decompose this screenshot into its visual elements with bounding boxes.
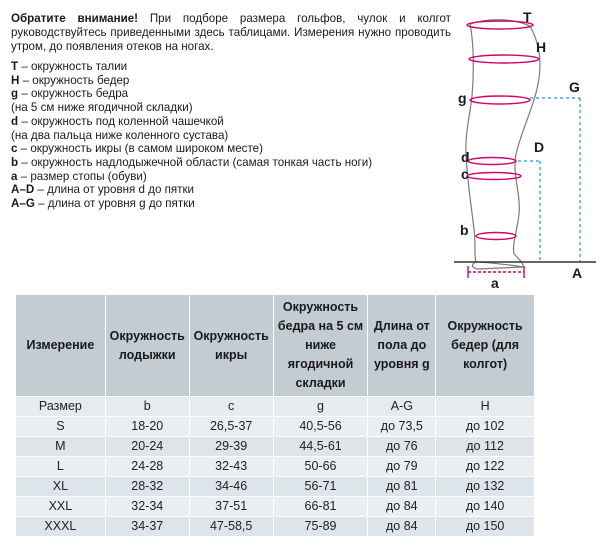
table-cell: 37-51 xyxy=(189,497,273,517)
legend-key: a xyxy=(11,169,18,183)
table-cell: до 112 xyxy=(436,437,535,457)
table-cell: 47-58,5 xyxy=(189,517,273,537)
tape-g xyxy=(470,96,530,104)
intro-lead: Обратите внимание! xyxy=(11,12,139,25)
legend-key: g xyxy=(11,87,19,101)
column-header: Окружность бедра на 5 см ниже ягодичной складки xyxy=(273,295,368,397)
column-header: Измерение xyxy=(16,295,106,397)
table-row xyxy=(16,517,535,537)
legend-text: – окружность талии xyxy=(18,60,128,73)
legend-text: – окружность надлодыжечной области (самая тонкая часть ноги) xyxy=(18,155,373,169)
table-cell: 75-89 xyxy=(273,517,368,537)
table-cell: 66-81 xyxy=(273,497,368,517)
legend-text: – окружность икры (в самом широком месте) xyxy=(17,142,263,156)
measurement-legend xyxy=(11,60,451,211)
legend-text: – окружность бедра xyxy=(18,87,129,101)
legend-row xyxy=(11,170,451,184)
table-cell: c xyxy=(189,397,273,417)
label-D: D xyxy=(534,139,545,155)
table-cell: до 150 xyxy=(436,517,535,537)
table-header-row xyxy=(16,295,535,397)
table-cell: 18-20 xyxy=(105,417,189,437)
legend-key: A–G xyxy=(11,197,35,211)
table-cell: до 84 xyxy=(368,497,436,517)
legend-row xyxy=(11,183,451,197)
table-cell: b xyxy=(105,397,189,417)
legend-key: T xyxy=(11,60,19,73)
tape-d xyxy=(468,158,516,165)
table-cell: XL xyxy=(16,477,106,497)
table-cell: A-G xyxy=(368,397,436,417)
legend-row xyxy=(11,156,451,170)
label-g: g xyxy=(458,90,467,106)
legend-key: b xyxy=(11,155,19,169)
table-cell: 29-39 xyxy=(189,437,273,457)
table-cell: до 122 xyxy=(436,457,535,477)
table-cell: до 84 xyxy=(368,517,436,537)
legend-text: – окружность бедер xyxy=(19,73,130,87)
tape-b xyxy=(476,233,516,240)
table-cell: 56-71 xyxy=(273,477,368,497)
table-row xyxy=(16,457,535,477)
table-cell: до 132 xyxy=(436,477,535,497)
legend-text: (на два пальца ниже коленного сустава) xyxy=(11,128,229,142)
tape-lines xyxy=(467,21,539,278)
table-cell: до 102 xyxy=(436,417,535,437)
table-cell: до 140 xyxy=(436,497,535,517)
legend-row xyxy=(11,142,451,156)
column-header: Окружность лодыжки xyxy=(105,295,189,397)
leg-illustration xyxy=(448,4,598,294)
table-cell: до 79 xyxy=(368,457,436,477)
table-cell: 44,5-61 xyxy=(273,437,368,457)
legend-key: d xyxy=(11,114,19,128)
legend-row xyxy=(11,87,451,101)
table-cell: 24-28 xyxy=(105,457,189,477)
table-cell: 32-34 xyxy=(105,497,189,517)
table-cell: 40,5-56 xyxy=(273,417,368,437)
table-cell: до 76 xyxy=(368,437,436,457)
table-cell: 28-32 xyxy=(105,477,189,497)
table-cell: 20-24 xyxy=(105,437,189,457)
label-b: b xyxy=(460,222,469,238)
table-cell: 34-46 xyxy=(189,477,273,497)
legend-text: – длина от уровня d до пятки xyxy=(34,183,195,197)
tape-c xyxy=(467,173,521,180)
legend-row xyxy=(11,129,451,143)
tape-h xyxy=(469,55,539,63)
legend-row xyxy=(11,115,451,129)
legend-row xyxy=(11,60,451,74)
legend-row xyxy=(11,101,451,115)
column-header: Длина от пола до уровня g xyxy=(368,295,436,397)
legend-row xyxy=(11,197,451,211)
table-cell: 34-37 xyxy=(105,517,189,537)
column-header: Окружность бедер (для колгот) xyxy=(436,295,535,397)
label-G: G xyxy=(569,79,580,95)
table-row xyxy=(16,397,535,417)
table-cell: H xyxy=(436,397,535,417)
guide-lines xyxy=(518,98,580,262)
table-cell: XXL xyxy=(16,497,106,517)
table-cell: до 73,5 xyxy=(368,417,436,437)
legend-text: – окружность под коленной чашечкой xyxy=(18,114,224,128)
label-d: d xyxy=(461,149,470,165)
label-H: H xyxy=(536,39,547,55)
table-cell: 50-66 xyxy=(273,457,368,477)
table-row xyxy=(16,477,535,497)
intro-paragraph xyxy=(11,12,451,54)
table-cell: L xyxy=(16,457,106,477)
table-cell: XXXL xyxy=(16,517,106,537)
legend-row xyxy=(11,74,451,88)
label-c: c xyxy=(461,166,469,182)
table-row xyxy=(16,437,535,457)
leg-measurement-figure xyxy=(448,4,598,294)
table-cell: M xyxy=(16,437,106,457)
intro-text: При подборе размера гольфов, чулок и колгот руководствуйтесь приведенными здесь таблицами. Измерения нужно проводить утром, до появления отеков на ногах. xyxy=(11,12,451,53)
table-cell: до 81 xyxy=(368,477,436,497)
legend-key: H xyxy=(11,73,20,87)
column-header: Окружность икры xyxy=(189,295,273,397)
table-cell: 32-43 xyxy=(189,457,273,477)
legend-text: (на 5 см ниже ягодичной складки) xyxy=(11,101,193,115)
legend-text: – длина от уровня g до пятки xyxy=(34,197,195,211)
size-table xyxy=(15,294,535,537)
label-T: T xyxy=(523,9,532,25)
legend-key: c xyxy=(11,142,18,156)
table-cell: g xyxy=(273,397,368,417)
table-cell: 26,5-37 xyxy=(189,417,273,437)
legend-text: – размер стопы (обуви) xyxy=(17,169,147,183)
table-cell: Размер xyxy=(16,397,106,417)
label-A: A xyxy=(572,265,583,281)
table-cell: S xyxy=(16,417,106,437)
table-row xyxy=(16,497,535,517)
label-a: a xyxy=(491,275,499,291)
table-row xyxy=(16,417,535,437)
legend-key: A–D xyxy=(11,183,35,197)
